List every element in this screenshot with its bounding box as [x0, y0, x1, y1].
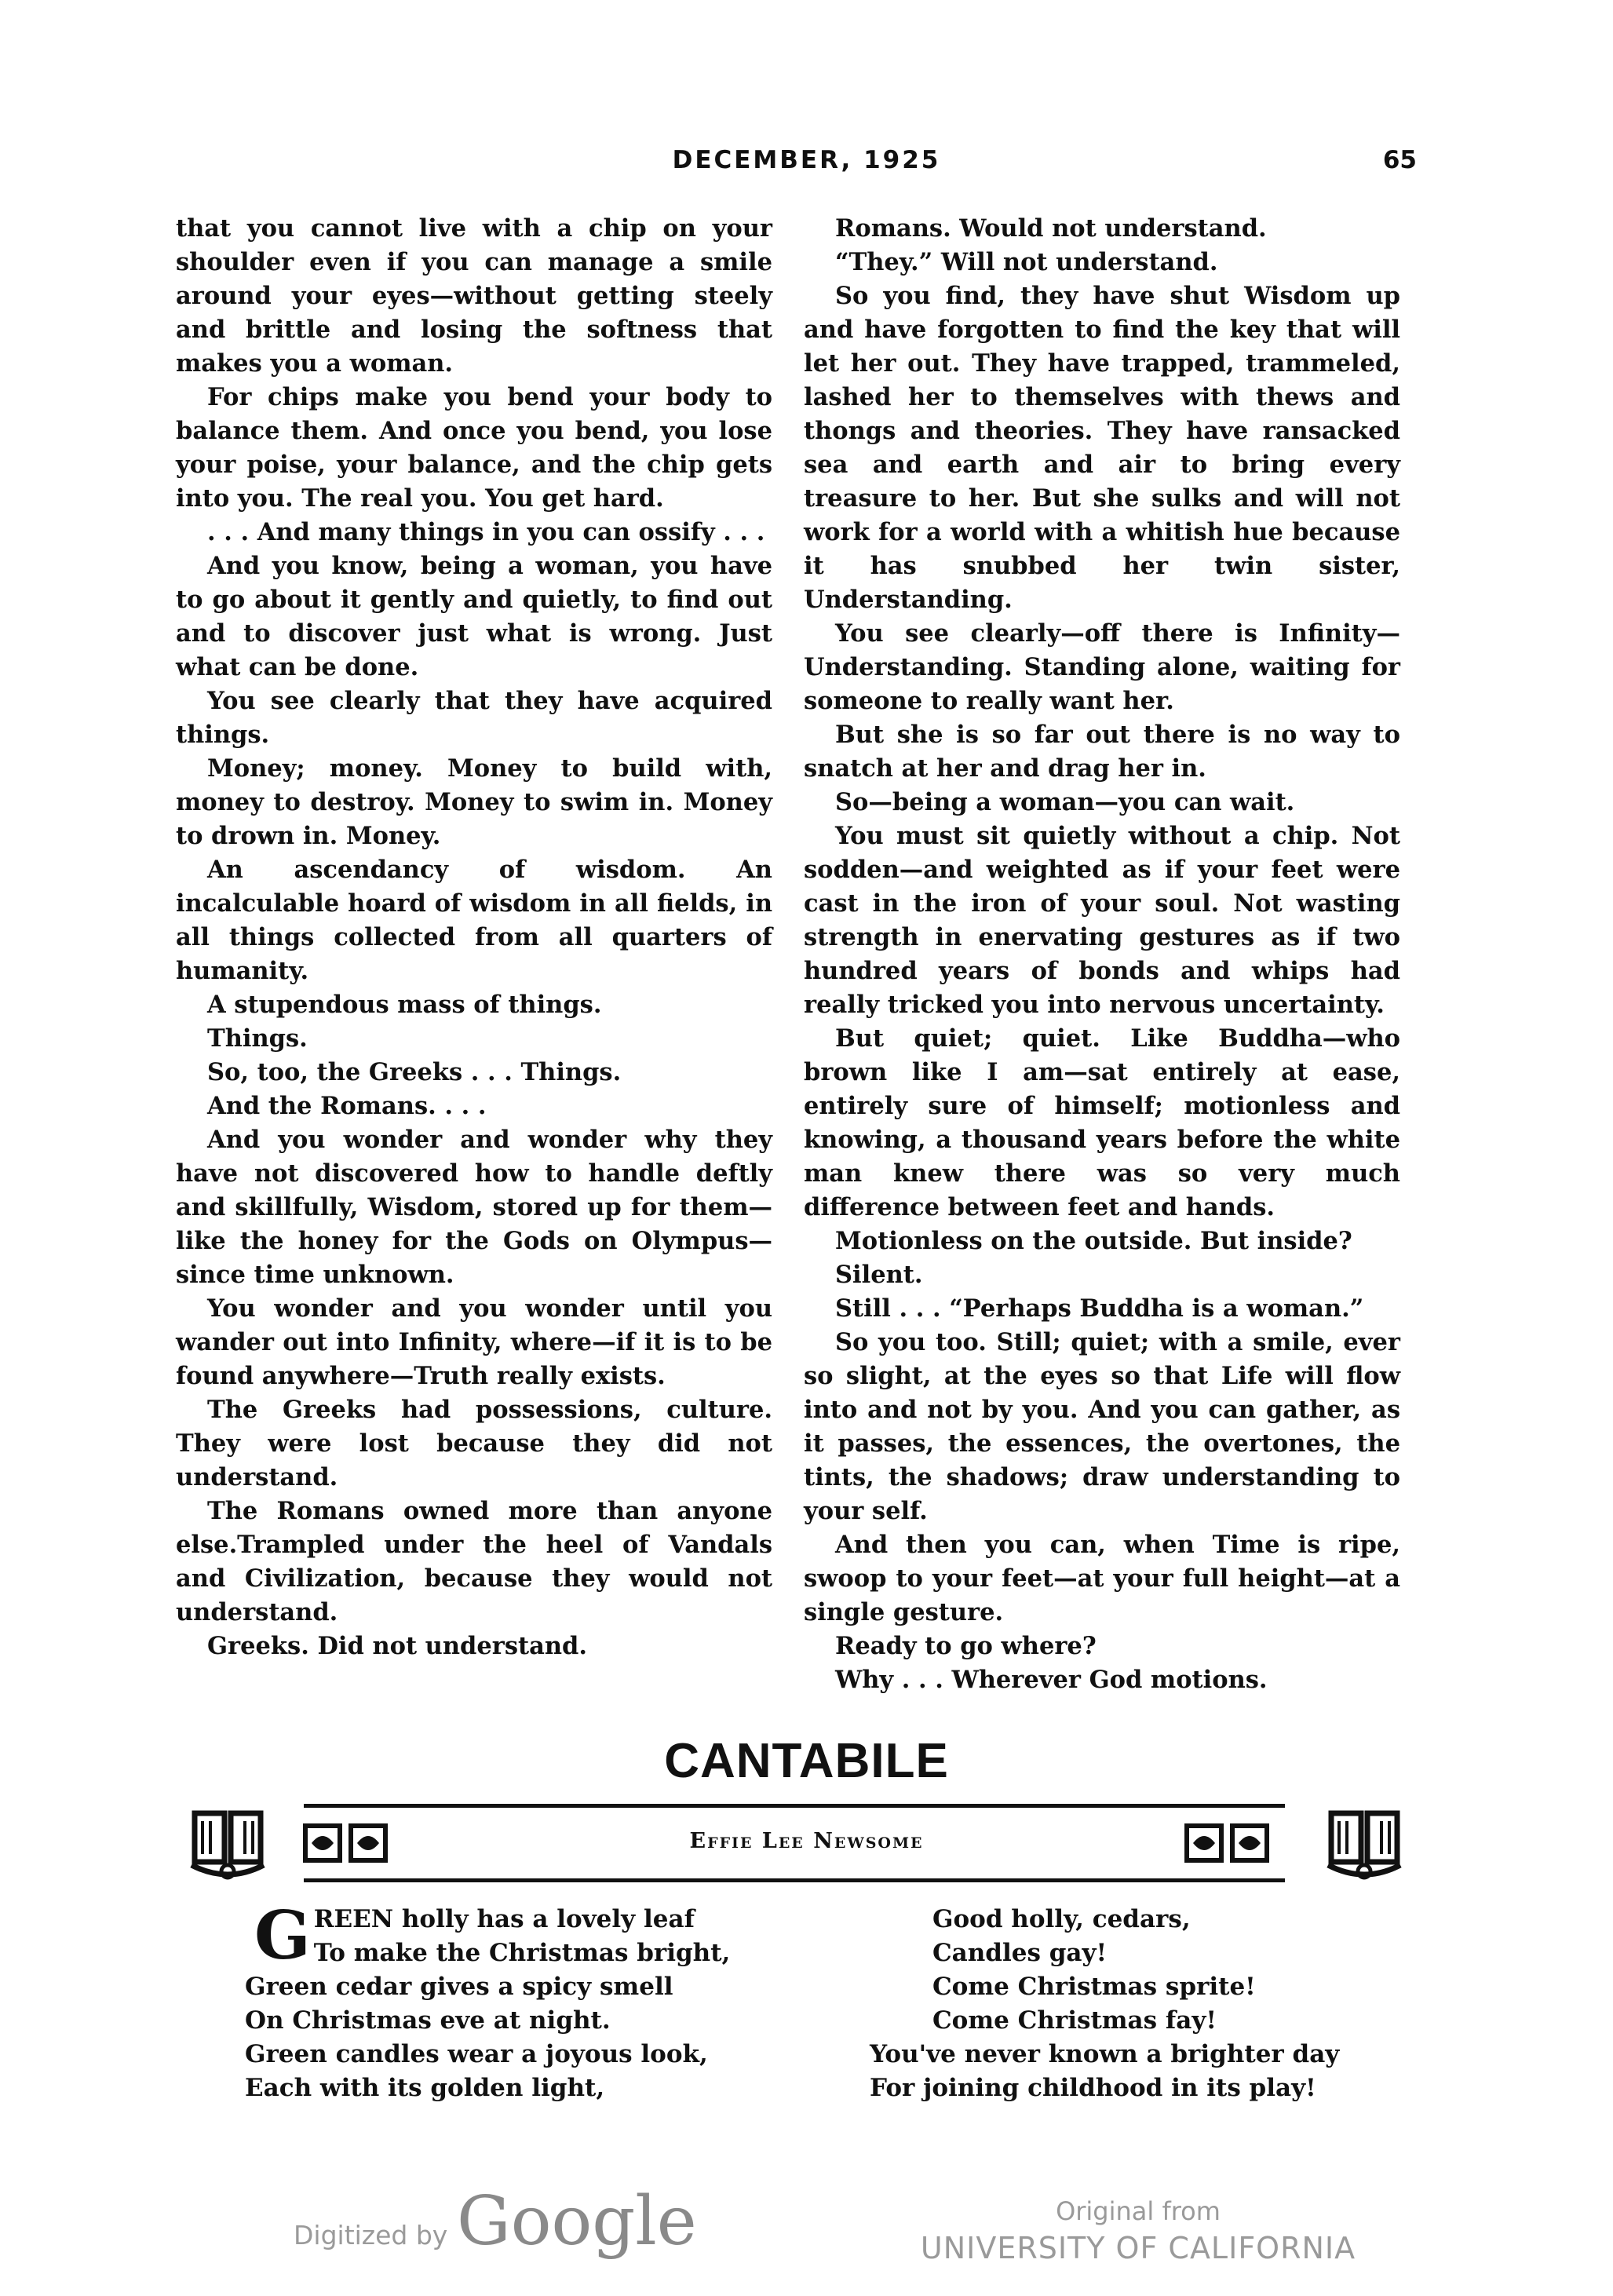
paragraph: . . . And many things in you can ossify . . .	[207, 518, 765, 546]
paragraph: Still . . . “Perhaps Buddha is a woman.”	[835, 1294, 1364, 1323]
left-text-column	[176, 212, 772, 1663]
poem-line: Candles gay!	[932, 1939, 1108, 1967]
paragraph: Things.	[207, 1024, 308, 1053]
paragraph: And the Romans. . . .	[207, 1092, 487, 1120]
poem-header-bottom-rule	[304, 1878, 1285, 1882]
poem-line: Come Christmas sprite!	[932, 1973, 1256, 2001]
poem-line: Come Christmas fay!	[932, 2006, 1217, 2035]
poem-line: You've never known a brighter day	[870, 2040, 1340, 2068]
author-middle-name: Lee	[761, 1829, 805, 1853]
paragraph: So—being a woman—you can wait.	[835, 788, 1295, 816]
paragraph: The Greeks had possessions, culture. They were lost because they did not understand.	[176, 1396, 772, 1491]
poem-title: CANTABILE	[664, 1734, 949, 1788]
paragraph: Money; money. Money to build with, money to destroy. Money to swim in. Money to drown in. Money.	[176, 754, 772, 850]
google-logo: Google	[457, 2182, 697, 2261]
original-from-label: Original from	[1056, 2196, 1221, 2226]
paragraph: So you find, they have shut Wisdom up and have forgotten to find the key that will let her out. They have trapped, trammeled, lashed her to themselves with thews and thongs and theories. They have ransacked sea and earth and air to bring every treasure to her. But she sulks and will not work for a world with a whitish hue because it has snubbed her twin sister, Understanding.	[804, 282, 1400, 614]
paragraph: Ready to go where?	[835, 1632, 1097, 1660]
poem-right-stanza	[870, 1903, 1419, 2105]
poem-line: For joining childhood in its play!	[870, 2074, 1316, 2102]
poem-line: Green candles wear a joyous look,	[245, 2040, 708, 2068]
poem-line: Good holly, cedars,	[932, 1905, 1191, 1933]
poem-line: On Christmas eve at night.	[245, 2006, 611, 2035]
university-label: UNIVERSITY OF CALIFORNIA	[920, 2231, 1356, 2265]
paragraph: For chips make you bend your body to balance them. And once you bend, you lose your poise, your balance, and the chip gets into you. The real you. You get hard.	[176, 383, 772, 513]
paragraph: An ascendancy of wisdom. An incalculable hoard of wisdom in all fields, in all things collected from all quarters of humanity.	[176, 856, 772, 985]
paragraph: So, too, the Greeks . . . Things.	[207, 1058, 622, 1086]
poem-header-top-rule	[304, 1804, 1285, 1808]
paragraph: Greeks. Did not understand.	[207, 1632, 587, 1660]
book-ornament-right-icon	[1325, 1809, 1403, 1884]
paragraph: Romans. Would not understand.	[835, 214, 1267, 243]
paragraph: Why . . . Wherever God motions.	[835, 1666, 1268, 1694]
poem-line: Green cedar gives a spicy smell	[245, 1973, 673, 2001]
drop-cap: G	[254, 1896, 311, 1974]
poem-line: Each with its golden light,	[245, 2074, 605, 2102]
paragraph: You see clearly—off there is Infinity—Understanding. Standing alone, waiting for someone to really want her.	[804, 619, 1400, 715]
paragraph: that you cannot live with a chip on your shoulder even if you can manage a smile around your eyes—without getting steely and brittle and losing the softness that makes you a woman.	[176, 214, 772, 378]
author-last-name: Newsome	[813, 1829, 924, 1853]
right-text-column	[804, 212, 1400, 1697]
running-head	[0, 146, 1613, 185]
poem-left-stanza	[245, 1896, 794, 2105]
paragraph: “They.” Will not understand.	[835, 248, 1218, 276]
paragraph: But she is so far out there is no way to snatch at her and drag her in.	[804, 721, 1400, 783]
paragraph: You see clearly that they have acquired things.	[176, 687, 772, 749]
paragraph: Silent.	[835, 1261, 923, 1289]
paragraph: You wonder and you wonder until you wander out into Infinity, where—if it is to be found anywhere—Truth really exists.	[176, 1294, 772, 1390]
poem-line: To make the Christmas bright,	[313, 1939, 731, 1967]
paragraph: So you too. Still; quiet; with a smile, ever so slight, at the eyes so that Life will flow into and not by you. And you can gather, as it passes, the essences, the overtones, the tints, the shadows; draw understanding to your self.	[804, 1328, 1400, 1525]
paragraph: You must sit quietly without a chip. Not sodden—and weighted as if your feet were cast in the iron of your soul. Not wasting strength in enervating gestures as if two hundred years of bonds and whips had really tricked you into nervous uncertainty.	[804, 822, 1400, 1019]
paragraph: And then you can, when Time is ripe, swoop to your feet—at your full height—at a single gesture.	[804, 1531, 1400, 1626]
book-ornament-left-icon	[188, 1809, 267, 1884]
paragraph: And you know, being a woman, you have to go about it gently and quietly, to find out and to discover just what is wrong. Just what can be done.	[176, 552, 772, 681]
paragraph: A stupendous mass of things.	[207, 991, 602, 1019]
digitized-by-label: Digitized by	[294, 2220, 448, 2250]
paragraph: The Romans owned more than anyone else.Trampled under the heel of Vandals and Civilization, because they would not understand.	[176, 1497, 772, 1626]
page-number: 65	[1382, 146, 1417, 174]
original-from-watermark	[918, 2194, 1358, 2268]
holly-ornament-left-icon	[302, 1823, 389, 1867]
running-head-title: DECEMBER, 1925	[672, 146, 941, 174]
paragraph: But quiet; quiet. Like Buddha—who brown like I am—sat entirely at ease, entirely sure of himself; motionless and knowing, a thousand years before the white man knew there was so very much difference between feet and hands.	[804, 1024, 1400, 1221]
paragraph: Motionless on the outside. But inside?	[835, 1227, 1352, 1255]
paragraph: And you wonder and wonder why they have not discovered how to handle deftly and skillfully, Wisdom, stored up for them—like the honey for the Gods on Olympus—since time unknown.	[176, 1126, 772, 1289]
poem-first-line-text: REEN holly has a lovely leaf	[313, 1905, 695, 1933]
author-first-name: Effie	[689, 1829, 754, 1853]
holly-ornament-right-icon	[1184, 1823, 1270, 1867]
